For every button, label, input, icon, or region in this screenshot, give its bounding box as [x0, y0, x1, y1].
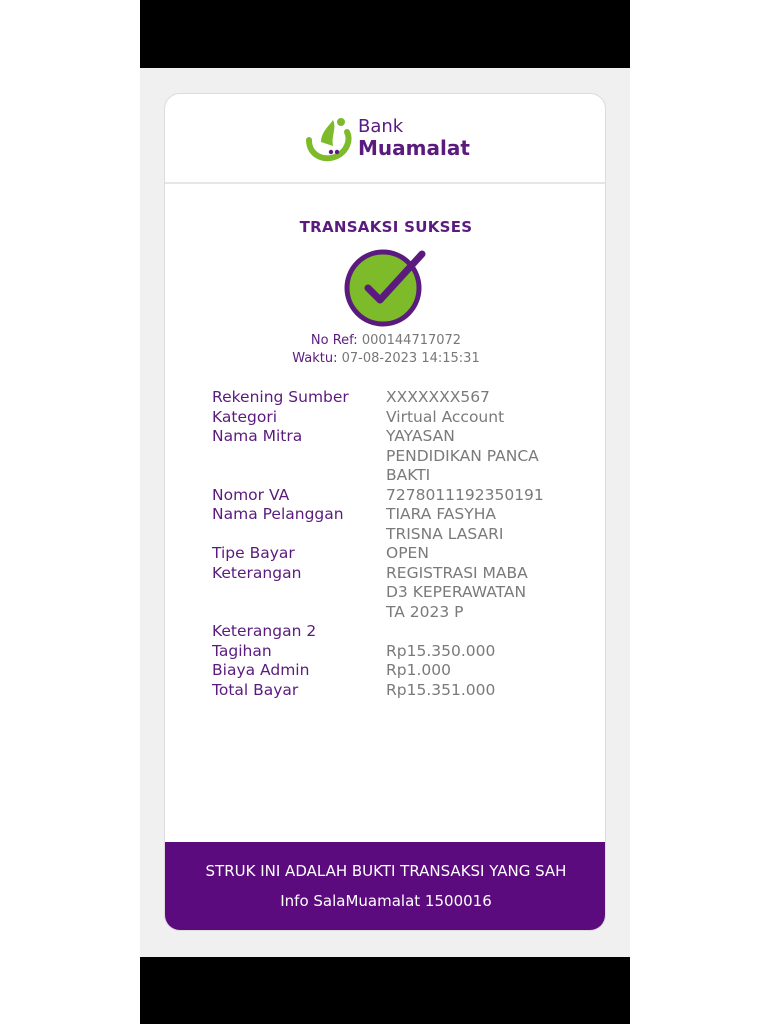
detail-value: Virtual Account	[386, 407, 505, 426]
check-circle-icon	[342, 244, 432, 328]
detail-value: 7278011192350191	[386, 485, 544, 504]
header-divider	[165, 182, 606, 184]
detail-row	[212, 642, 592, 662]
detail-label: Tipe Bayar	[212, 544, 295, 562]
ref-value: 000144717072	[361, 333, 462, 348]
ref-label: No Ref:	[310, 333, 358, 348]
detail-row	[212, 408, 592, 428]
bank-muamalat-logo-icon	[303, 112, 355, 164]
detail-label: Nomor VA	[212, 485, 290, 504]
detail-row	[212, 564, 592, 623]
detail-value: XXXXXXX567	[386, 388, 490, 406]
top-black-bar	[140, 0, 630, 68]
detail-label: Nama Pelanggan	[212, 505, 344, 523]
transaction-details	[212, 388, 592, 700]
detail-label: Nama Mitra	[212, 427, 303, 445]
detail-row	[212, 681, 592, 701]
detail-value: Rp15.350.000	[386, 641, 496, 660]
time-value: 07-08-2023 14:15:31	[341, 351, 480, 366]
detail-label: Total Bayar	[212, 680, 299, 699]
detail-row	[212, 486, 592, 506]
detail-value: OPEN	[386, 544, 429, 562]
detail-label: Kategori	[212, 407, 278, 426]
detail-label: Keterangan 2	[212, 622, 317, 640]
reference-number	[165, 333, 606, 348]
screen	[140, 0, 630, 1024]
detail-label: Tagihan	[212, 641, 272, 660]
detail-label: Keterangan	[212, 563, 302, 582]
logo-text-muamalat: Muamalat	[358, 136, 470, 160]
detail-row	[212, 427, 592, 486]
detail-row	[212, 544, 592, 564]
detail-value: Rp15.351.000	[386, 680, 496, 699]
detail-row	[212, 622, 592, 642]
detail-value	[386, 622, 592, 642]
detail-label: Rekening Sumber	[212, 388, 349, 406]
logo-text-bank: Bank	[358, 116, 404, 137]
detail-value: Rp1.000	[386, 661, 451, 679]
transaction-time	[165, 351, 606, 366]
receipt-footer	[165, 842, 606, 931]
bottom-black-bar	[140, 957, 630, 1024]
detail-value: REGISTRASI MABA D3 KEPERAWATAN TA 2023 P	[386, 563, 528, 621]
detail-row	[212, 661, 592, 681]
receipt-card	[164, 93, 606, 931]
detail-row	[212, 388, 592, 408]
detail-value: YAYASAN PENDIDIKAN PANCA BAKTI	[386, 427, 539, 484]
status-title: TRANSAKSI SUKSES	[299, 218, 473, 236]
detail-value: TIARA FASYHA TRISNA LASARI	[386, 505, 504, 543]
footer-contact-text: Info SalaMuamalat 1500016	[280, 892, 492, 910]
time-label: Waktu:	[292, 351, 338, 366]
detail-label: Biaya Admin	[212, 661, 310, 679]
detail-row	[212, 505, 592, 544]
bank-logo	[165, 94, 606, 182]
footer-validity-text: STRUK INI ADALAH BUKTI TRANSAKSI YANG SAH	[205, 862, 567, 880]
